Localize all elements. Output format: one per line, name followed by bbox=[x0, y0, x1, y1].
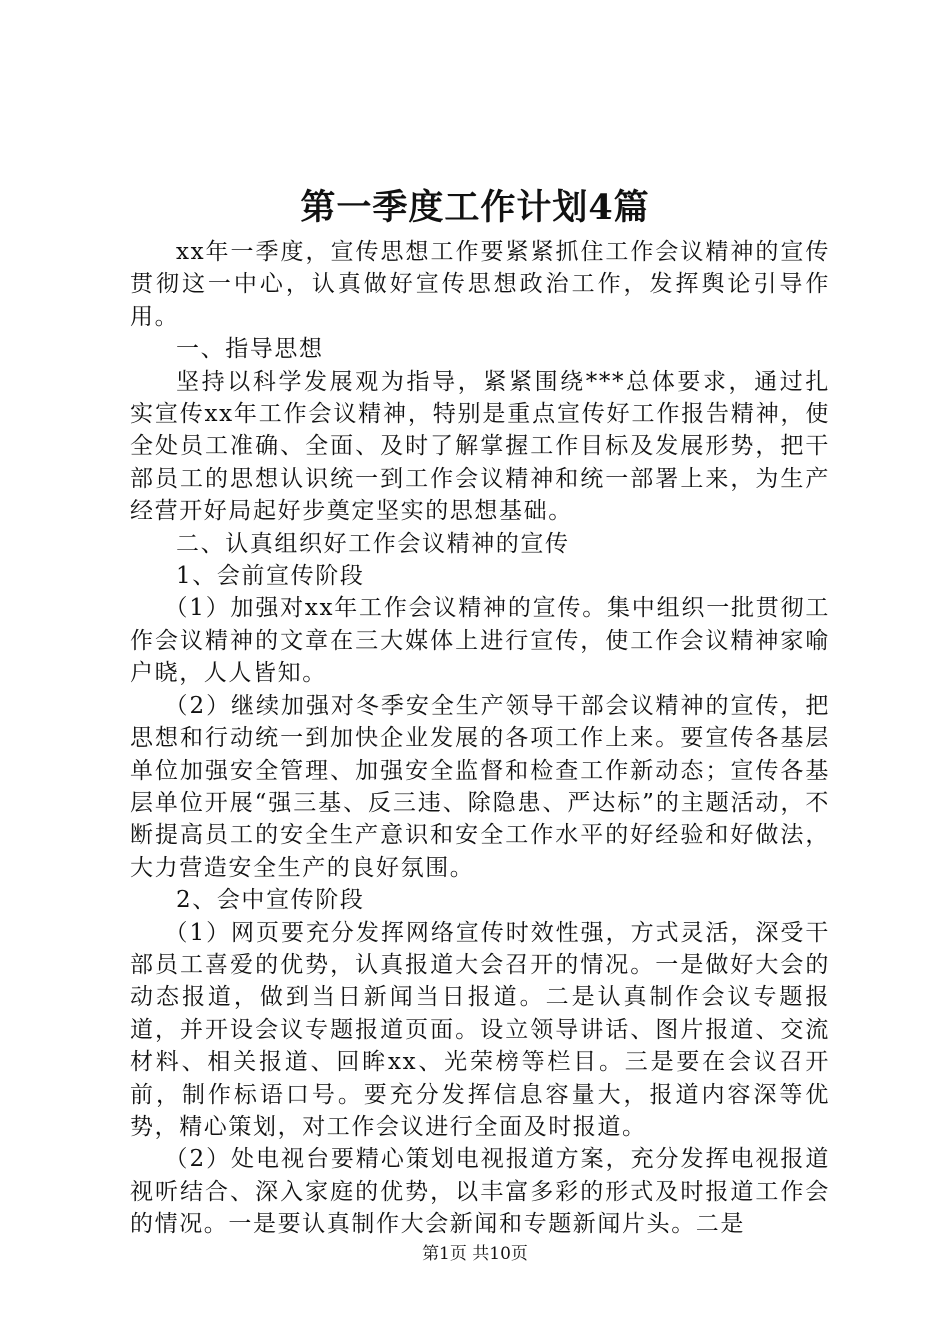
paragraph-pre-meeting-2: （2）继续加强对冬季安全生产领导干部会议精神的宣传，把思想和行动统一到加快企业发展的各项工作上来。要宣传各基层单位加强安全管理、加强安全监督和检查工作新动态；宣传各基层单位开展“强三基、反三违、除隐患、严达标”的主题活动，不断提高员工的安全生产意识和安全工作水平的好经验和好做法，大力营造安全生产的良好氛围。 bbox=[130, 692, 830, 881]
section-heading-guiding-ideology: 一、指导思想 bbox=[176, 336, 324, 363]
paragraph-during-meeting-1: （1）网页要充分发挥网络宣传时效性强，方式灵活，深受干部员工喜爱的优势，认真报道大会召开的情况。一是做好大会的动态报道，做到当日新闻当日报道。二是认真制作会议专题报道，并开设会议专题报道页面。设立领导讲话、图片报道、交流材料、相关报道、回眸xx、光荣榜等栏目。三是要在会议召开前，制作标语口号。要充分发挥信息容量大，报道内容深等优势，精心策划，对工作会议进行全面及时报道。 bbox=[130, 919, 830, 1140]
paragraph-guiding-ideology: 坚持以科学发展观为指导，紧紧围绕***总体要求，通过扎实宣传xx年工作会议精神，特别是重点宣传好工作报告精神，使全处员工准确、全面、及时了解掌握工作目标及发展形势，把干部员工的思想认识统一到工作会议精神和统一部署上来，为生产经营开好局起好步奠定坚实的思想基础。 bbox=[130, 368, 830, 525]
paragraph-intro: xx年一季度，宣传思想工作要紧紧抓住工作会议精神的宣传贯彻这一中心，认真做好宣传思想政治工作，发挥舆论引导作用。 bbox=[130, 239, 830, 330]
document-title: 第一季度工作计划4篇 bbox=[300, 187, 650, 228]
subsection-heading-during-meeting: 2、会中宣传阶段 bbox=[176, 887, 365, 914]
page-number-footer: 第1页 共10页 bbox=[422, 1244, 528, 1264]
document-body bbox=[130, 236, 830, 1241]
subsection-heading-pre-meeting: 1、会前宣传阶段 bbox=[176, 563, 365, 590]
paragraph-during-meeting-2: （2）处电视台要精心策划电视报道方案，充分发挥电视报道视听结合、深入家庭的优势，以丰富多彩的形式及时报道工作会的情况。一是要认真制作大会新闻和专题新闻片头。二是 bbox=[130, 1146, 830, 1238]
paragraph-pre-meeting-1: （1）加强对xx年工作会议精神的宣传。集中组织一批贯彻工作会议精神的文章在三大媒体上进行宣传，使工作会议精神家喻户晓，人人皆知。 bbox=[130, 595, 830, 687]
section-heading-meeting-publicity: 二、认真组织好工作会议精神的宣传 bbox=[176, 530, 570, 557]
